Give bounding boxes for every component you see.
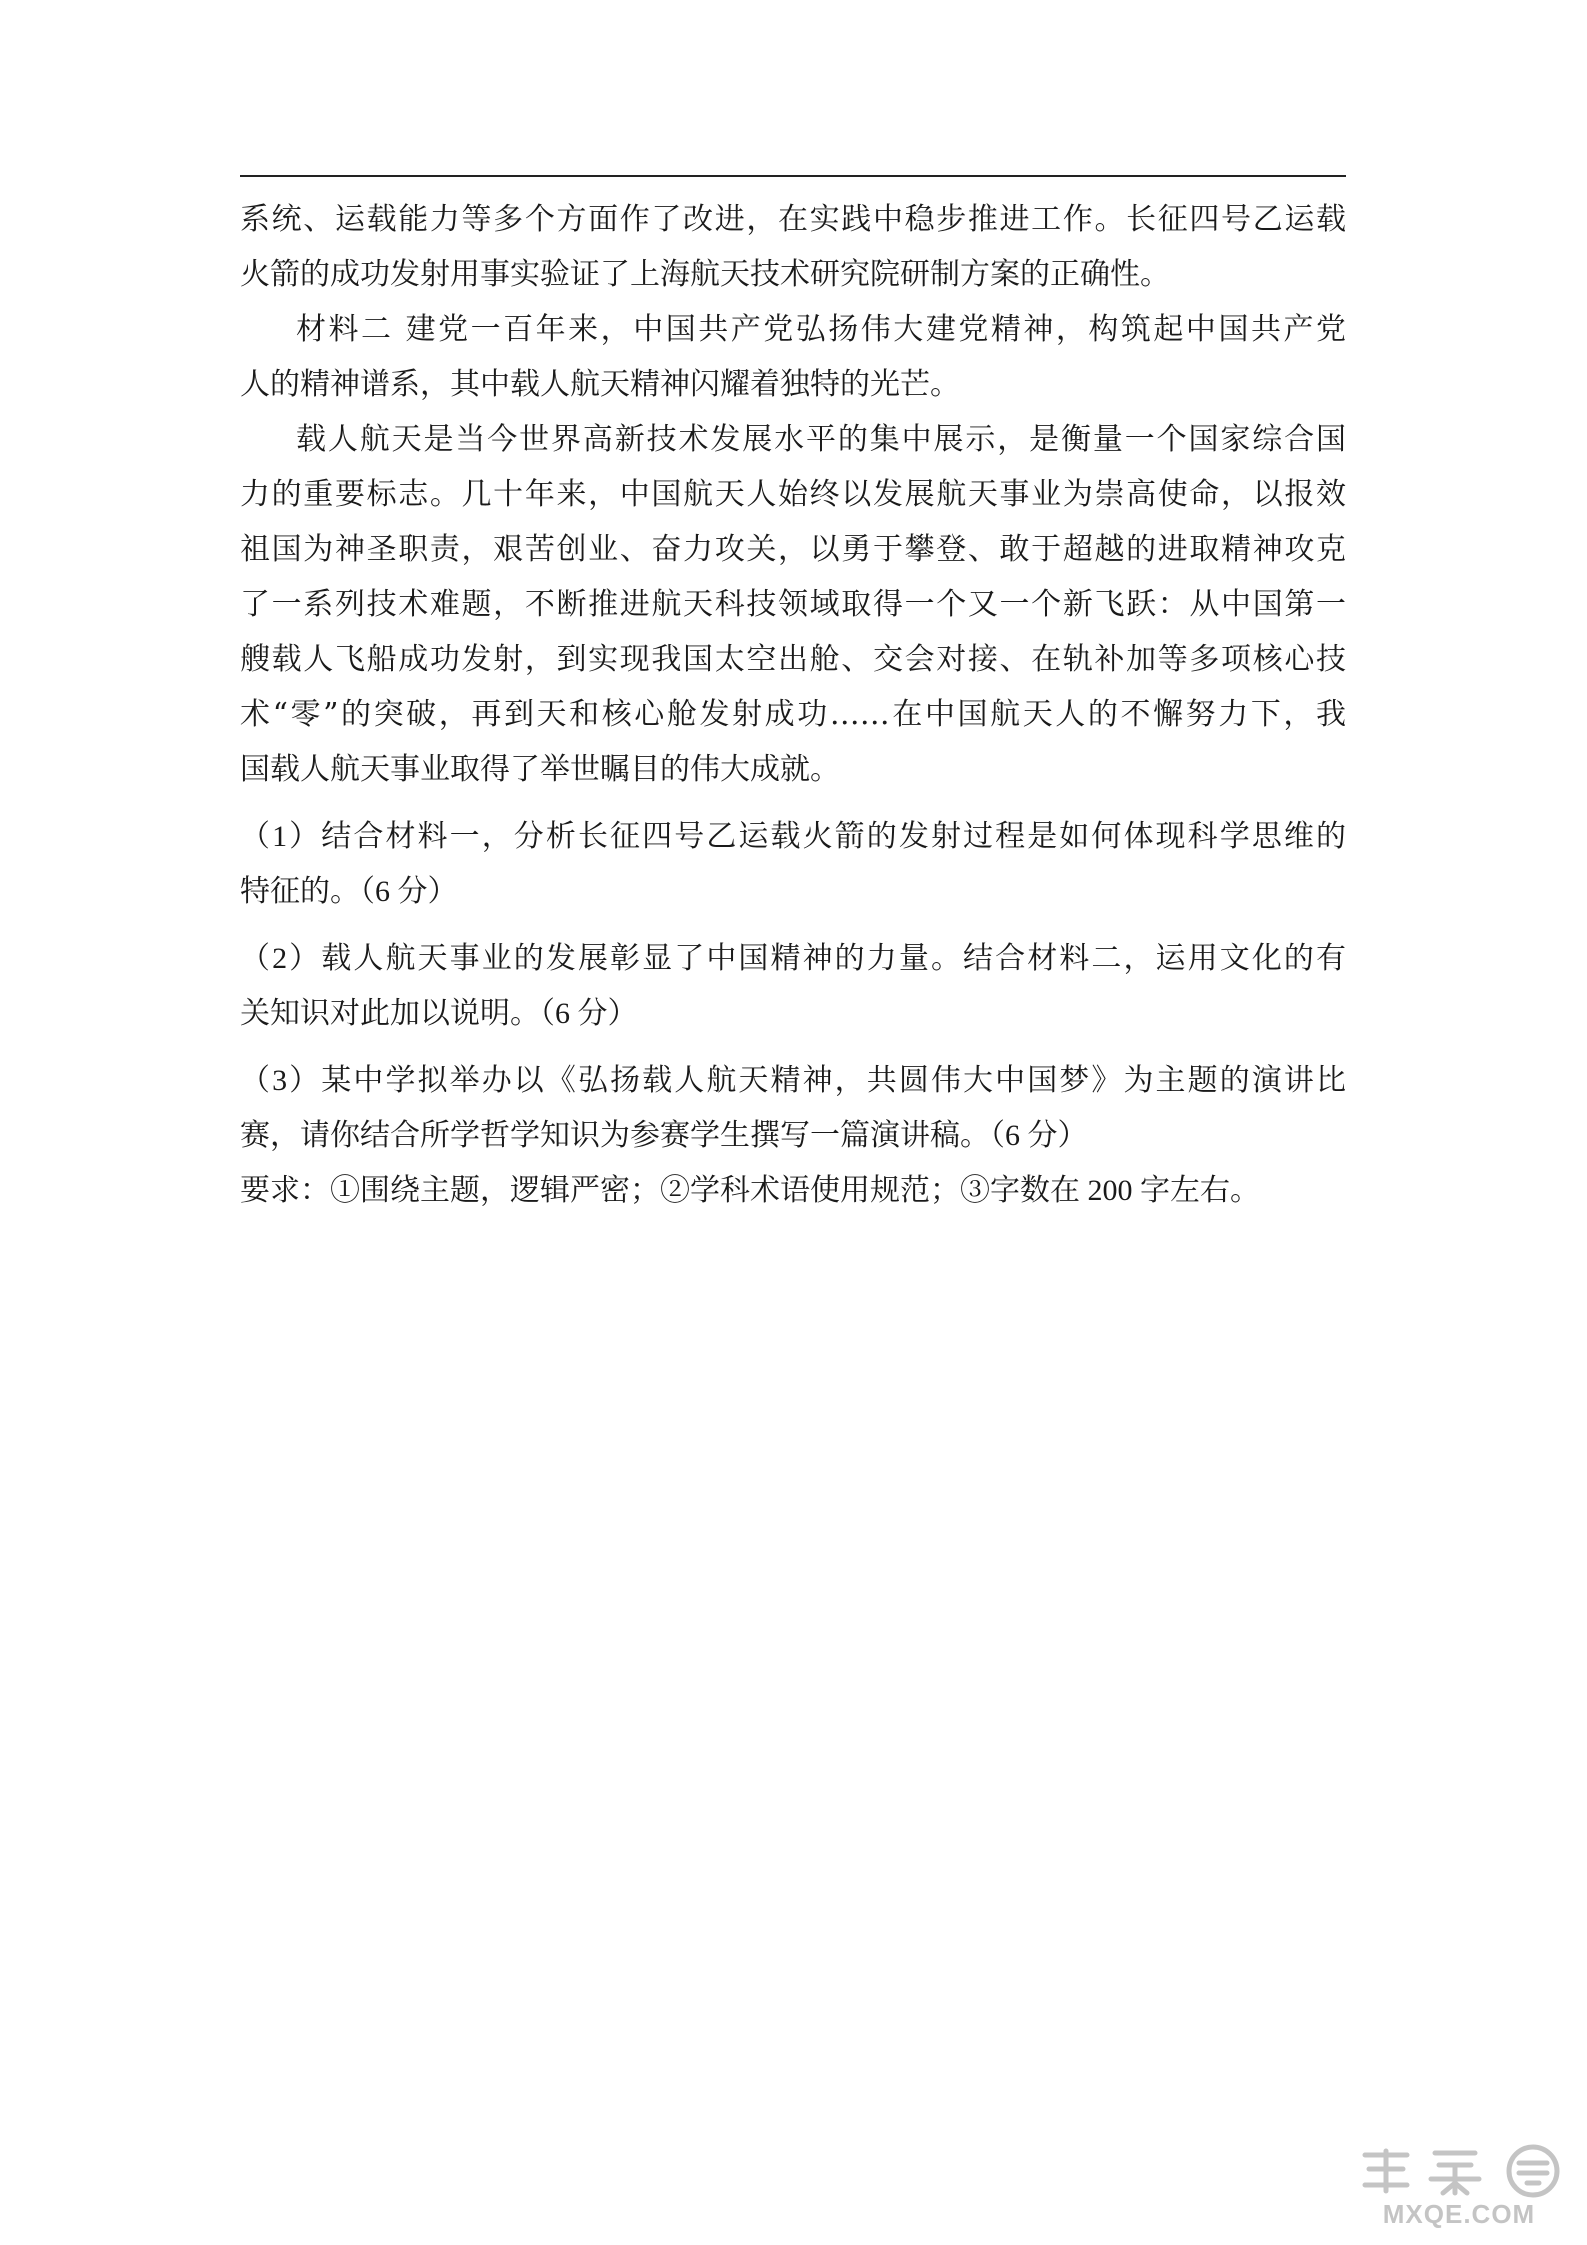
question-3 xyxy=(240,1053,1346,1163)
text-line: 力的重要标志。几十年来，中国航天人始终以发展航天事业为崇高使命，以报效 xyxy=(240,477,1346,512)
question-2 xyxy=(240,931,1346,1041)
question-line: 赛，请你结合所学哲学知识为参赛学生撰写一篇演讲稿。（6 分） xyxy=(240,1119,1088,1152)
requirement-line: 要求：①围绕主题，逻辑严密；②学科术语使用规范；③字数在 200 字左右。 xyxy=(240,1174,1260,1207)
paragraph-material-one-continued xyxy=(240,192,1346,302)
text-line: 载人航天是当今世界高新技术发展水平的集中展示，是衡量一个国家综合国 xyxy=(296,422,1346,457)
paragraph-material-two xyxy=(240,302,1346,412)
question-line: 关知识对此加以说明。（6 分） xyxy=(240,997,638,1030)
document-body xyxy=(240,192,1346,1218)
watermark-emblem-icon xyxy=(1347,2141,1571,2199)
text-line: 系统、运载能力等多个方面作了改进，在实践中稳步推进工作。长征四号乙运载 xyxy=(240,202,1346,237)
question-line: （2）载人航天事业的发展彰显了中国精神的力量。结合材料二，运用文化的有 xyxy=(240,942,1346,975)
top-rule xyxy=(240,175,1346,177)
text-line: 材料二 建党一百年来，中国共产党弘扬伟大建党精神，构筑起中国共产党 xyxy=(296,312,1346,347)
question-line: （1）结合材料一，分析长征四号乙运载火箭的发射过程是如何体现科学思维的 xyxy=(240,820,1346,853)
text-line: 人的精神谱系，其中载人航天精神闪耀着独特的光芒。 xyxy=(240,367,960,402)
watermark-domain: MXQE.COM xyxy=(1382,2199,1536,2229)
question-line: （3）某中学拟举办以《弘扬载人航天精神，共圆伟大中国梦》为主题的演讲比 xyxy=(240,1064,1346,1097)
text-line: 了一系列技术难题，不断推进航天科技领域取得一个又一个新飞跃：从中国第一 xyxy=(240,587,1346,622)
question-line: 特征的。（6 分） xyxy=(240,875,458,908)
text-line: 术“零”的突破，再到天和核心舱发射成功……在中国航天人的不懈努力下，我 xyxy=(240,697,1346,732)
text-line: 火箭的成功发射用事实验证了上海航天技术研究院研制方案的正确性。 xyxy=(240,257,1170,292)
text-line: 艘载人飞船成功发射，到实现我国太空出舱、交会对接、在轨补加等多项核心技 xyxy=(240,642,1346,677)
watermark-logo xyxy=(1347,2141,1571,2231)
text-line: 祖国为神圣职责，艰苦创业、奋力攻关，以勇于攀登、敢于超越的进取精神攻克 xyxy=(240,532,1346,567)
question-1 xyxy=(240,809,1346,919)
text-line: 国载人航天事业取得了举世瞩目的伟大成就。 xyxy=(240,752,840,787)
paragraph-manned-spaceflight xyxy=(240,412,1346,797)
